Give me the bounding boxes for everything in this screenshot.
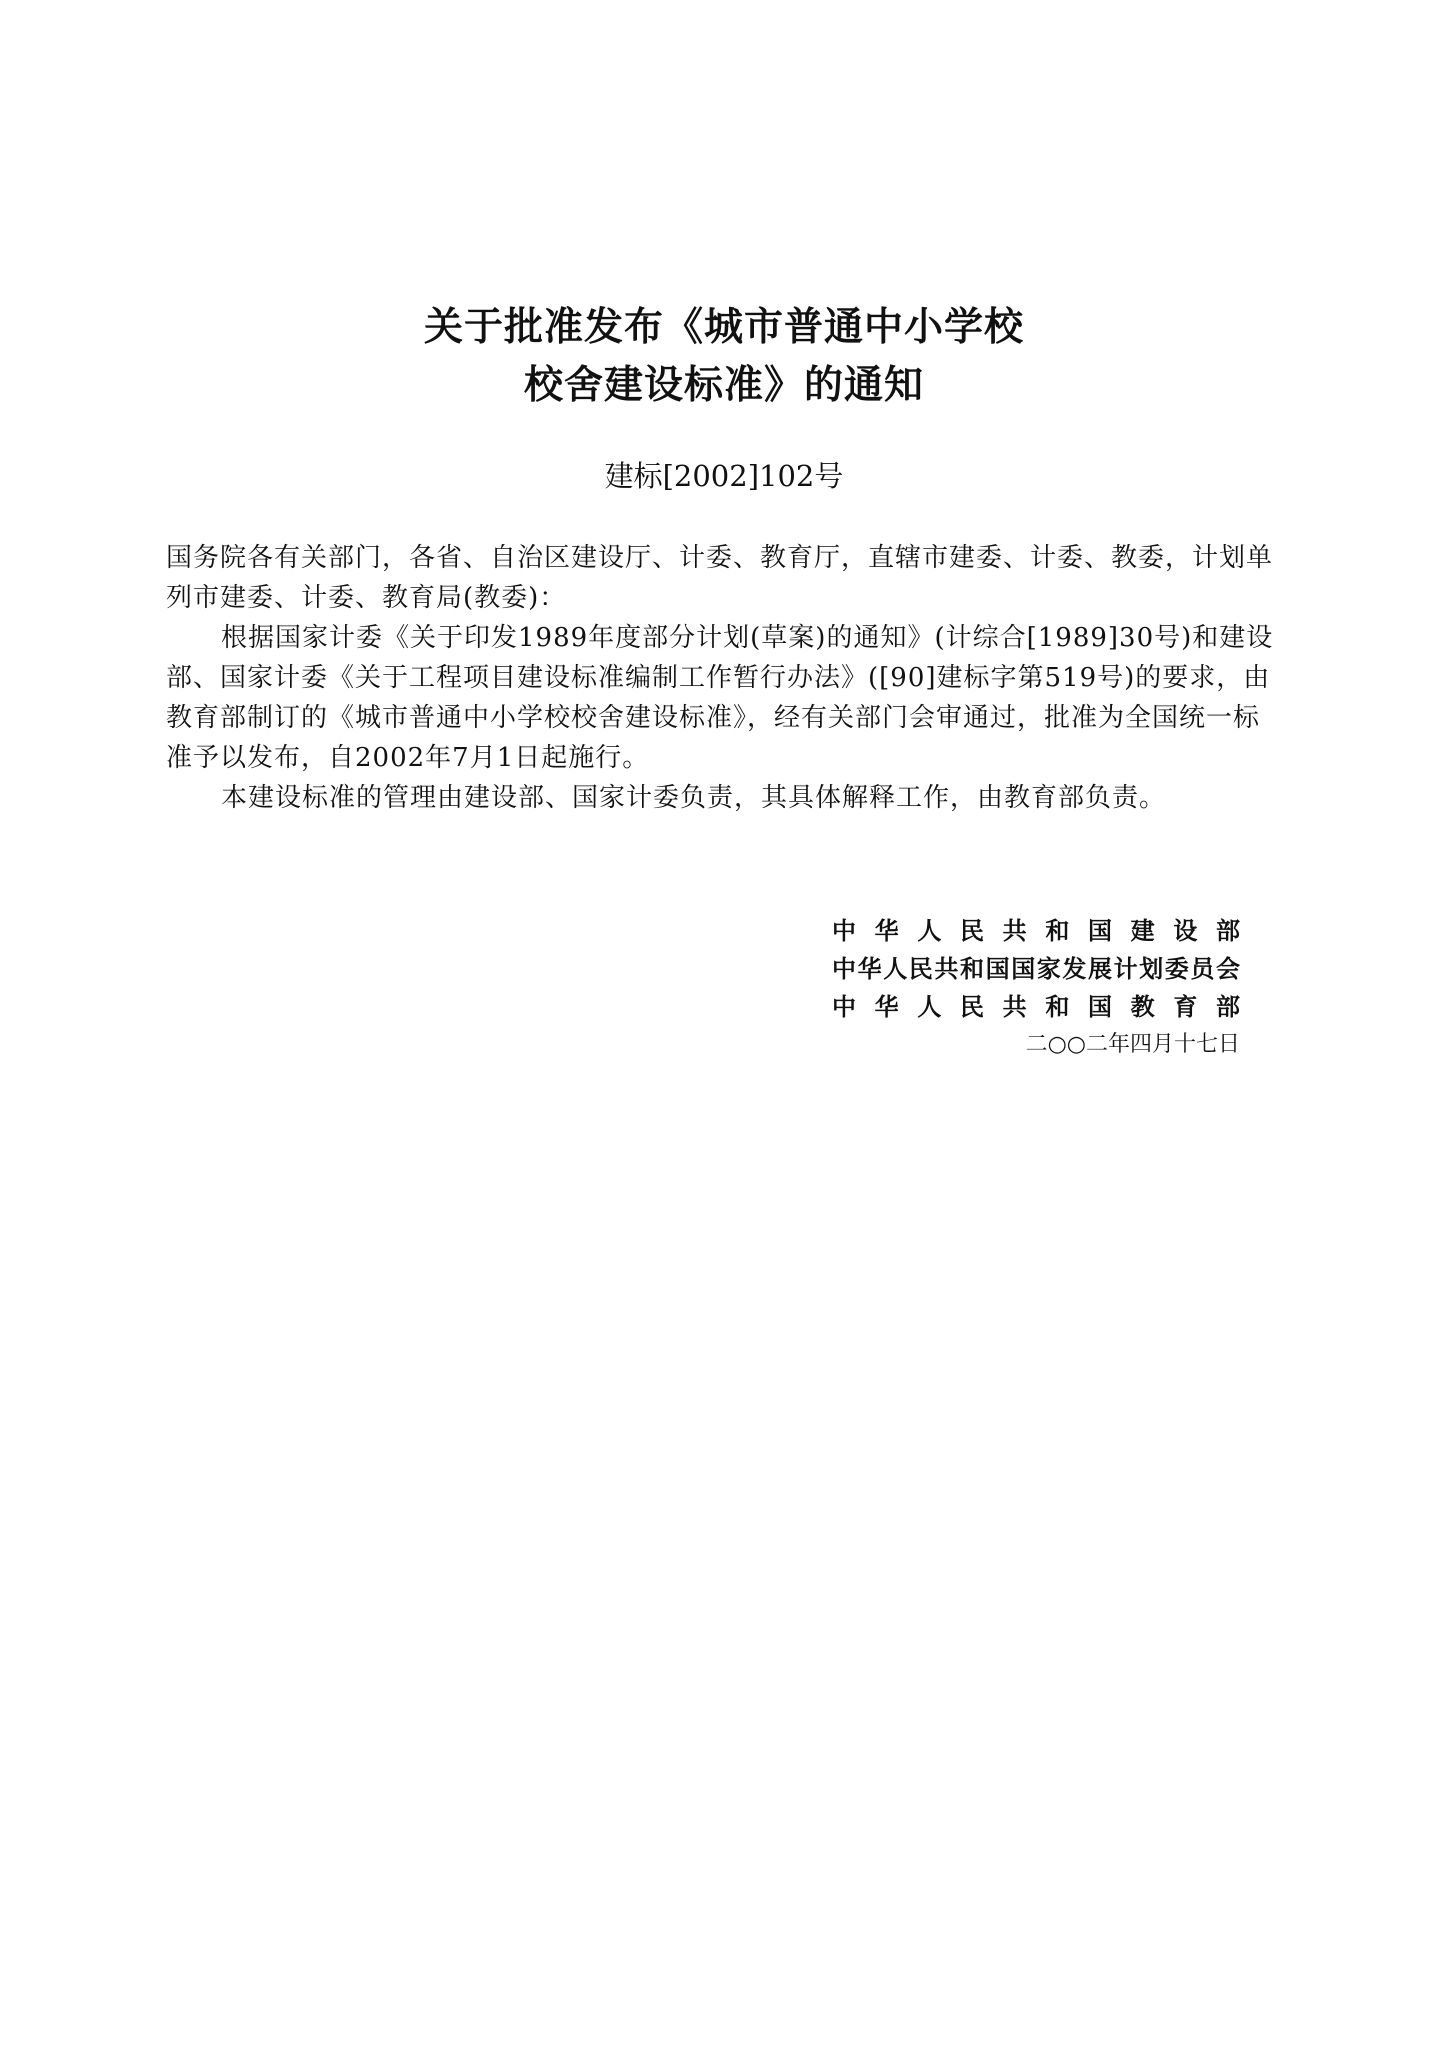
document-number: 建标[2002]102号 — [604, 459, 844, 493]
paragraph-management: 本建设标准的管理由建设部、国家计委负责，其具体解释工作，由教育部负责。 — [221, 783, 1167, 813]
notice-title-line-2: 校舍建设标准》的通知 — [523, 363, 924, 408]
notice-title-line-1: 关于批准发布《城市普通中小学校 — [423, 305, 1024, 350]
issue-date: 二○○二年四月十七日 — [1025, 1032, 1240, 1057]
signatory-state-development-planning-commission: 中华人民共和国国家发展计划委员会 — [832, 954, 1240, 983]
signatory-ministry-of-education: 中华人民共和国教育部 — [832, 992, 1240, 1021]
signatory-ministry-of-construction: 中华人民共和国建设部 — [832, 916, 1240, 945]
paragraph-approval: 根据国家计委《关于印发1989年度部分计划(草案)的通知》(计综合[1989]30号)和建设部、国家计委《关于工程项目建设标准编制工作暂行办法》([90]建标字第519号)的要求，由教育部制订的《城市普通中小学校校舍建设标准》，经有关部门会审通过，批准为全国统一标准予以发布，自2002年7月1日起施行。 — [166, 623, 1274, 773]
addressee: 国务院各有关部门，各省、自治区建设厅、计委、教育厅，直辖市建委、计委、教委，计划单列市建委、计委、教育局(教委)： — [166, 543, 1274, 613]
